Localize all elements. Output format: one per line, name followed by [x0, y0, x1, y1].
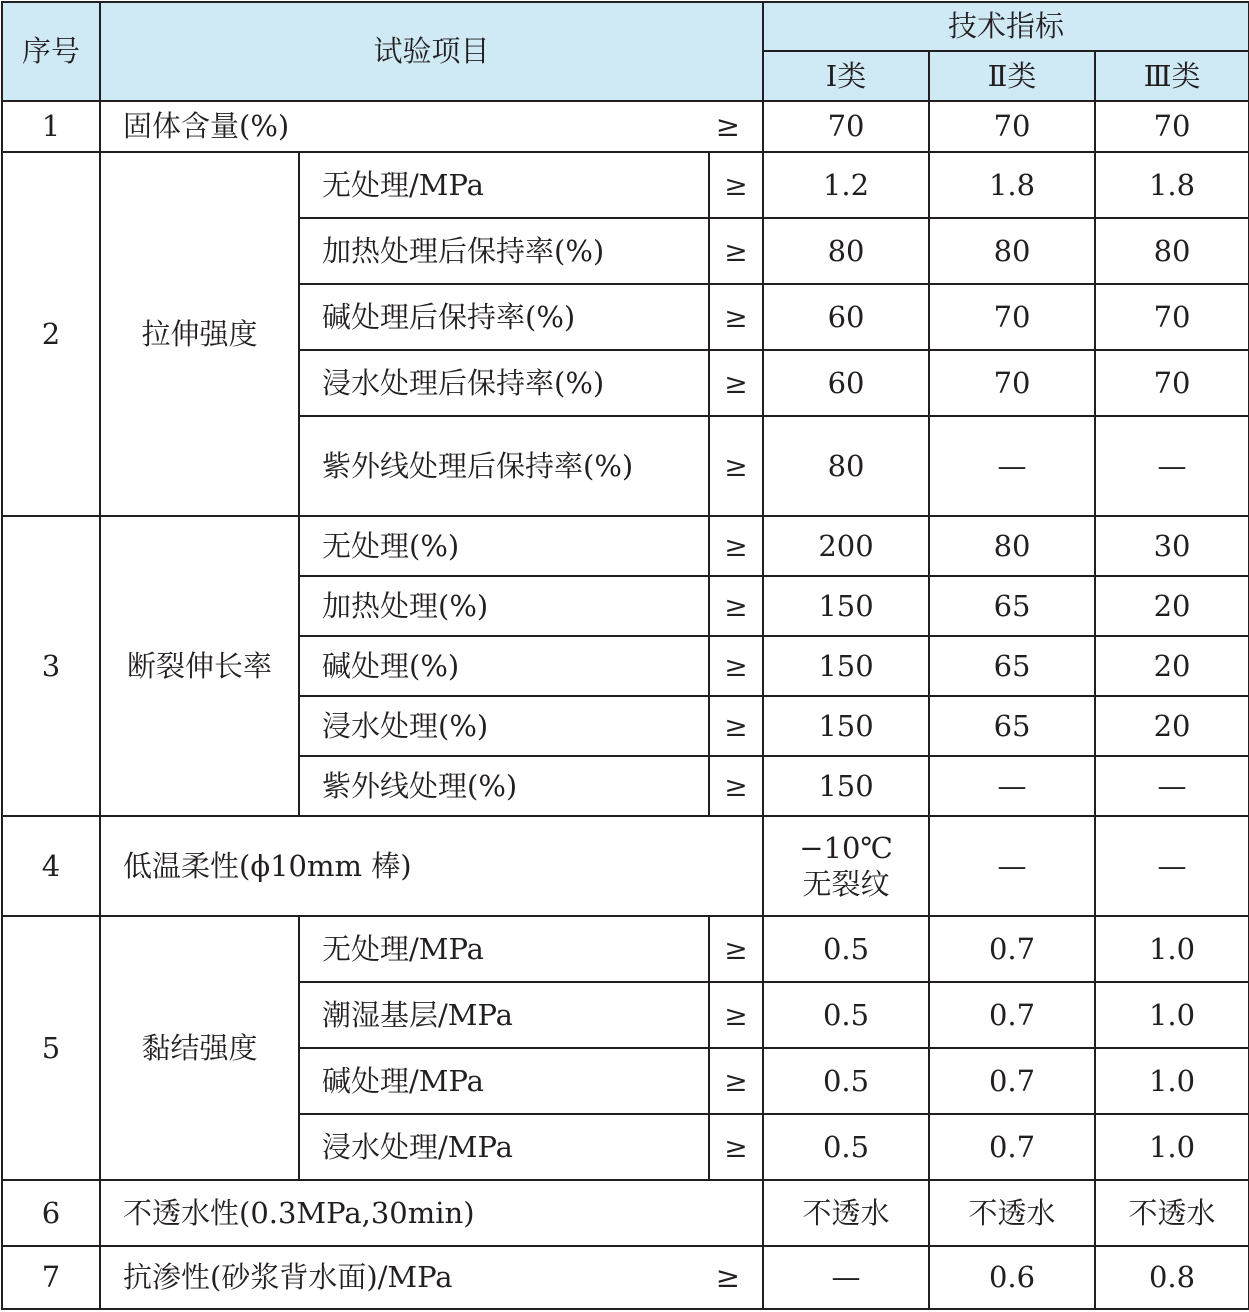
- value-class-1: 150: [763, 696, 929, 756]
- value-class-3: 1.0: [1095, 982, 1249, 1048]
- value-class-1: 0.5: [763, 916, 929, 982]
- ge-symbol: ≥: [709, 152, 763, 218]
- value-class-1: 60: [763, 350, 929, 416]
- value-class-3: 1.0: [1095, 1114, 1249, 1180]
- value-class-2: 80: [929, 516, 1095, 576]
- value-class-1: 200: [763, 516, 929, 576]
- header-class-3: Ⅲ类: [1095, 51, 1249, 101]
- value-class-3: 70: [1095, 284, 1249, 350]
- ge-symbol: ≥: [709, 636, 763, 696]
- sub-item-label: 碱处理(%): [299, 636, 709, 696]
- sub-item-label: 浸水处理(%): [299, 696, 709, 756]
- value-class-1: 0.5: [763, 982, 929, 1048]
- header-indicator: 技术指标: [763, 2, 1249, 51]
- value-class-3: —: [1095, 816, 1249, 916]
- ge-symbol: ≥: [709, 1048, 763, 1114]
- value-class-3: —: [1095, 416, 1249, 516]
- value-class-3: —: [1095, 756, 1249, 816]
- value-class-1: 80: [763, 218, 929, 284]
- value-class-3: 20: [1095, 696, 1249, 756]
- ge-symbol: ≥: [709, 1114, 763, 1180]
- sub-item-label: 浸水处理后保持率(%): [299, 350, 709, 416]
- row-seq: 1: [2, 101, 100, 152]
- table-row: [2, 152, 1249, 218]
- value-line-2: 无裂纹: [802, 867, 890, 901]
- value-class-2: 65: [929, 696, 1095, 756]
- sub-item-label: 无处理/MPa: [299, 152, 709, 218]
- ge-symbol: ≥: [709, 218, 763, 284]
- value-class-2: 0.7: [929, 916, 1095, 982]
- sub-item-label: 潮湿基层/MPa: [299, 982, 709, 1048]
- row-seq: 4: [2, 816, 100, 916]
- row-seq: 6: [2, 1180, 100, 1246]
- value-class-2: —: [929, 816, 1095, 916]
- ge-symbol: ≥: [709, 350, 763, 416]
- ge-symbol: ≥: [709, 516, 763, 576]
- value-class-1: 0.5: [763, 1048, 929, 1114]
- ge-symbol: ≥: [709, 576, 763, 636]
- value-class-1: —: [763, 1246, 929, 1309]
- row-seq: 3: [2, 516, 100, 816]
- row-item: 黏结强度: [100, 916, 299, 1180]
- ge-symbol: ≥: [715, 109, 741, 144]
- ge-symbol: ≥: [709, 696, 763, 756]
- header-class-1: Ⅰ类: [763, 51, 929, 101]
- header-row: [2, 2, 1249, 51]
- value-class-1: [763, 816, 929, 916]
- row-item-label: 抗渗性(砂浆背水面)/MPa: [123, 1260, 453, 1295]
- value-class-2: —: [929, 756, 1095, 816]
- header-seq: 序号: [2, 2, 100, 101]
- table-row: [2, 516, 1249, 576]
- sub-item-label: 碱处理后保持率(%): [299, 284, 709, 350]
- value-class-3: 1.0: [1095, 1048, 1249, 1114]
- sub-item-label: 紫外线处理后保持率(%): [299, 416, 709, 516]
- ge-symbol: ≥: [709, 284, 763, 350]
- row-seq: 5: [2, 916, 100, 1180]
- row-item: 低温柔性(ϕ10mm 棒): [100, 816, 763, 916]
- ge-symbol: ≥: [709, 916, 763, 982]
- header-item: 试验项目: [100, 2, 763, 101]
- value-class-1: 80: [763, 416, 929, 516]
- value-class-1: 70: [763, 101, 929, 152]
- table-row: [2, 816, 1249, 916]
- table-row: [2, 916, 1249, 982]
- value-class-2: 70: [929, 284, 1095, 350]
- value-class-3: 80: [1095, 218, 1249, 284]
- value-class-1: 60: [763, 284, 929, 350]
- value-class-2: 70: [929, 101, 1095, 152]
- value-class-2: 1.8: [929, 152, 1095, 218]
- value-class-1: 150: [763, 636, 929, 696]
- header-class-2: Ⅱ类: [929, 51, 1095, 101]
- ge-symbol: ≥: [715, 1260, 741, 1295]
- value-class-1: 150: [763, 756, 929, 816]
- row-item: 不透水性(0.3MPa,30min): [100, 1180, 763, 1246]
- ge-symbol: ≥: [709, 982, 763, 1048]
- value-class-2: 65: [929, 576, 1095, 636]
- sub-item-label: 加热处理(%): [299, 576, 709, 636]
- value-class-2: 0.7: [929, 1048, 1095, 1114]
- value-class-3: 30: [1095, 516, 1249, 576]
- sub-item-label: 加热处理后保持率(%): [299, 218, 709, 284]
- value-class-1: 1.2: [763, 152, 929, 218]
- sub-item-label: 紫外线处理(%): [299, 756, 709, 816]
- value-class-2: 0.7: [929, 1114, 1095, 1180]
- table-row: [2, 101, 1249, 152]
- value-class-2: 不透水: [929, 1180, 1095, 1246]
- value-line-1: −10℃: [799, 830, 893, 865]
- value-class-3: 0.8: [1095, 1246, 1249, 1309]
- sub-item-label: 无处理/MPa: [299, 916, 709, 982]
- table-row: [2, 1180, 1249, 1246]
- sub-item-label: 浸水处理/MPa: [299, 1114, 709, 1180]
- spec-table: [1, 1, 1249, 1310]
- ge-symbol: ≥: [709, 416, 763, 516]
- value-class-1: 150: [763, 576, 929, 636]
- value-class-3: 20: [1095, 636, 1249, 696]
- value-class-3: 1.8: [1095, 152, 1249, 218]
- row-seq: 2: [2, 152, 100, 516]
- row-item-label: 固体含量(%): [123, 109, 290, 144]
- ge-symbol: ≥: [709, 756, 763, 816]
- value-class-2: 70: [929, 350, 1095, 416]
- row-item: 断裂伸长率: [100, 516, 299, 816]
- value-class-3: 1.0: [1095, 916, 1249, 982]
- value-class-1: 0.5: [763, 1114, 929, 1180]
- row-seq: 7: [2, 1246, 100, 1309]
- value-class-2: 65: [929, 636, 1095, 696]
- value-class-3: 不透水: [1095, 1180, 1249, 1246]
- value-class-2: 0.6: [929, 1246, 1095, 1309]
- sub-item-label: 碱处理/MPa: [299, 1048, 709, 1114]
- row-item: [100, 101, 763, 152]
- sub-item-label: 无处理(%): [299, 516, 709, 576]
- row-item: 拉伸强度: [100, 152, 299, 516]
- value-class-3: 70: [1095, 101, 1249, 152]
- value-class-2: 80: [929, 218, 1095, 284]
- value-class-3: 70: [1095, 350, 1249, 416]
- value-class-3: 20: [1095, 576, 1249, 636]
- value-class-1: 不透水: [763, 1180, 929, 1246]
- row-item: [100, 1246, 763, 1309]
- value-class-2: 0.7: [929, 982, 1095, 1048]
- table-row: [2, 1246, 1249, 1309]
- value-class-2: —: [929, 416, 1095, 516]
